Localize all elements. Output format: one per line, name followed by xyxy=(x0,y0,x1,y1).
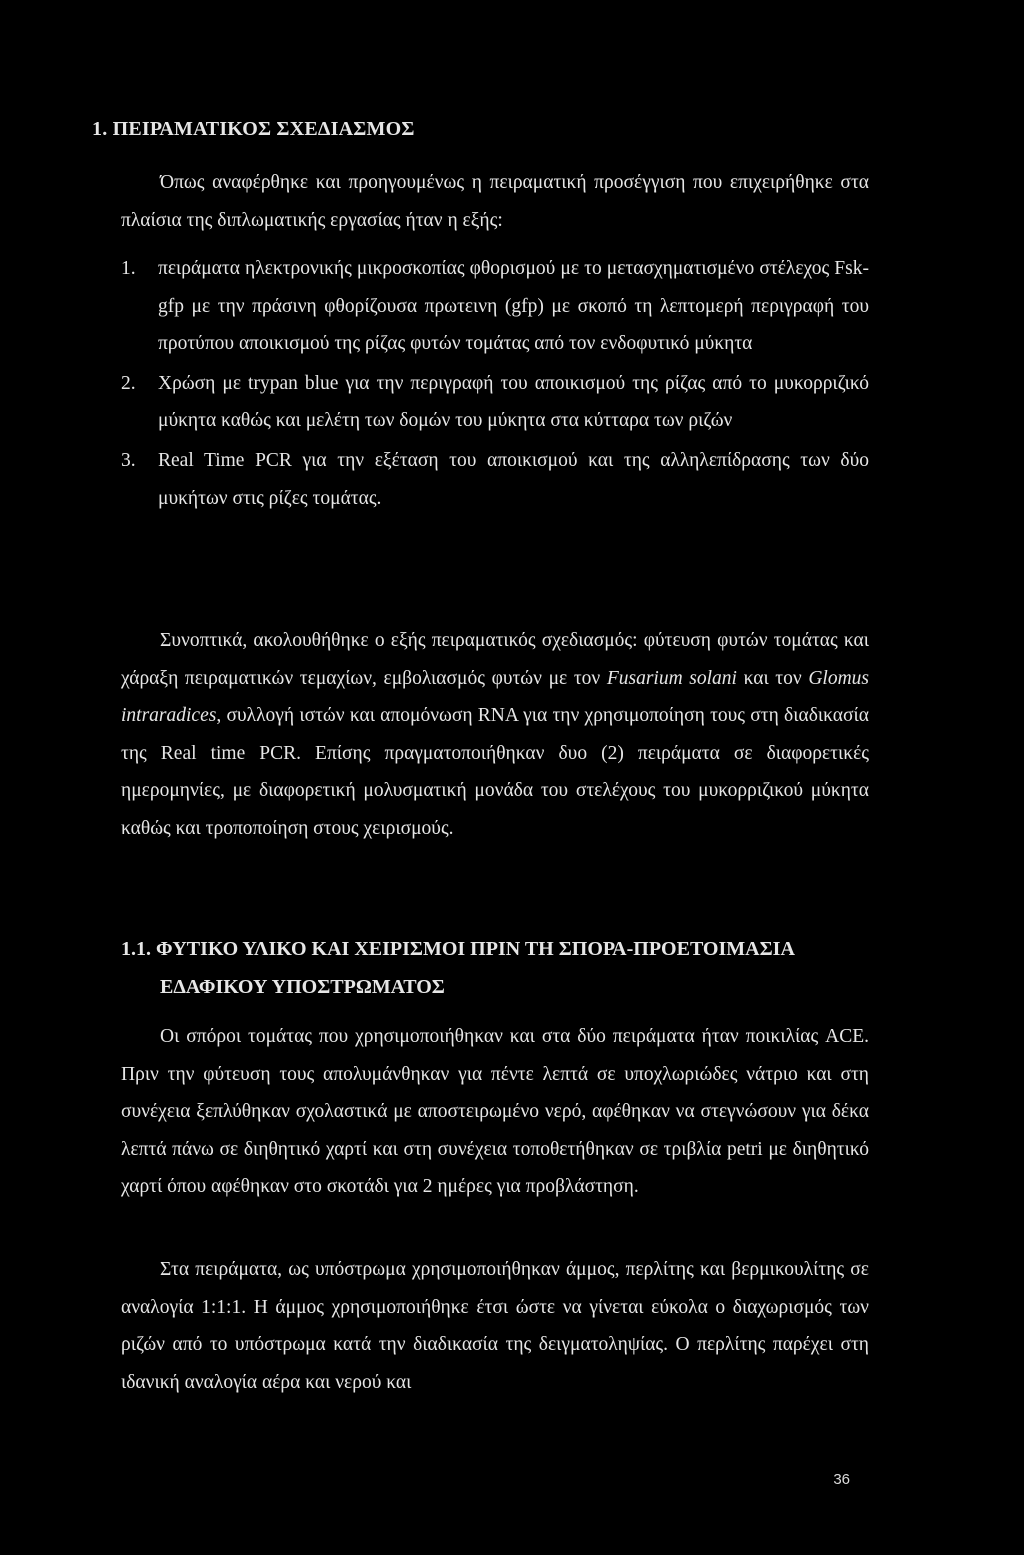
substrate-paragraph xyxy=(121,1251,869,1401)
experiment-list xyxy=(121,250,869,519)
list-item-text: Real Time PCR για την εξέταση του αποικισμού και της αλληλεπίδρασης των δύο μυκήτων στις ρίζες τομάτας. xyxy=(158,449,869,509)
list-item xyxy=(121,250,869,363)
list-item xyxy=(121,442,869,517)
subsection-heading xyxy=(121,930,869,1006)
species-glomus: Glomus intraradices xyxy=(121,667,869,727)
subsection-heading-line-1: 1.1. ΦΥΤΙΚΟ ΥΛΙΚΟ ΚΑΙ ΧΕΙΡΙΣΜΟΙ ΠΡΙΝ ΤΗ ΣΠΟΡΑ-ΠΡΟΕΤΟΙΜΑΣΙΑ xyxy=(121,938,795,960)
intro-text: Όπως αναφέρθηκε και προηγουμένως η πειραματική προσέγγιση που επιχειρήθηκε στα πλαίσια της διπλωματικής εργασίας ήταν η εξής: xyxy=(121,172,869,231)
seeds-text: Οι σπόροι τομάτας που χρησιμοποιήθηκαν και στα δύο πειράματα ήταν ποικιλίας ACE. Πριν την φύτευση τους απολυμάνθηκαν για πέντε λεπτά σε υποχλωριώδες νάτριο και στη συνέχεια ξεπλύθηκαν σχολαστικά με αποστειρωμένο νερό, αφέθηκαν να στεγνώσουν για δέκα λεπτά πάνω σε διηθητικό χαρτί και στη συνέχεια τοποθετήθηκαν σε τριβλία petri με διηθητικό χαρτί όπου αφέθηκαν στο σκοτάδι για 2 ημέρες για προβλάστηση. xyxy=(121,1026,869,1198)
species-fusarium: Fusarium solani xyxy=(606,667,737,689)
intro-paragraph xyxy=(121,164,869,239)
summary-part-2: και τον xyxy=(736,667,809,689)
page-number: 36 xyxy=(833,1471,850,1488)
seeds-paragraph xyxy=(121,1018,869,1206)
summary-text xyxy=(121,622,869,848)
summary-part-1: Συνοπτικά, ακολουθήθηκε ο εξής πειραματικός σχεδιασμός: φύτευση φυτών τομάτας και χάραξη πειραματικών τεμαχίων, εμβολιασμός φυτών με τον xyxy=(121,630,869,689)
subsection-heading-line-2: ΕΔΑΦΙΚΟΥ ΥΠΟΣΤΡΩΜΑΤΟΣ xyxy=(160,976,445,998)
list-item xyxy=(121,365,869,440)
list-item-number: 3. xyxy=(121,449,136,471)
summary-part-3: , συλλογή ιστών και απομόνωση RNA για την χρησιμοποίηση τους στη διαδικασία της Real time PCR. Επίσης πραγματοποιήθηκαν δυο (2) πειράματα σε διαφορετικές ημερομηνίες, με διαφορετική μολυσματική μονάδα του στελέχους του μυκορριζικού μύκητα καθώς και τροποποίηση στους χειρισμούς. xyxy=(121,705,869,839)
section-heading: 1. ΠΕΙΡΑΜΑΤΙΚΟΣ ΣΧΕΔΙΑΣΜΟΣ xyxy=(92,118,415,140)
substrate-text: Στα πειράματα, ως υπόστρωμα χρησιμοποιήθηκαν άμμος, περλίτης και βερμικουλίτης σε αναλογία 1:1:1. Η άμμος χρησιμοποιήθηκε έτσι ώστε να γίνεται εύκολα ο διαχωρισμός των ριζών από το υπόστρωμα κατά την διαδικασία της δειγματοληψίας. Ο περλίτης παρέχει στη ιδανική αναλογία αέρα και νερού και xyxy=(121,1259,869,1393)
list-item-number: 2. xyxy=(121,372,136,394)
list-item-number: 1. xyxy=(121,258,136,279)
list-item-text: Χρώση με trypan blue για την περιγραφή του αποικισμού της ρίζας από το μυκορριζικό μύκητα καθώς και μελέτη των δομών του μύκητα στα κύτταρα των ριζών xyxy=(158,372,869,432)
list-item-text: πειράματα ηλεκτρονικής μικροσκοπίας φθορισμού με το μετασχηματισμένο στέλεχος Fsk-gfp με την πράσινη φθορίζουσα πρωτεινη (gfp) με σκοπό τη λεπτομερή περιγραφή του προτύπου αποικισμού της ρίζας φυτών τομάτας από τον ενδοφυτικό μύκητα xyxy=(158,258,869,355)
summary-paragraph xyxy=(121,622,869,848)
